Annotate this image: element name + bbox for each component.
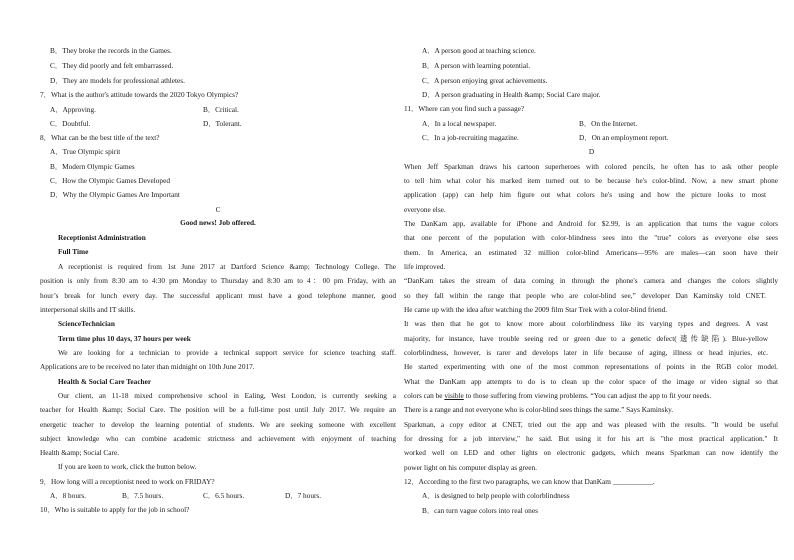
- passage-c-p2-line: Applications are to be received no later than midnight on 10th June 2017.: [40, 362, 255, 371]
- q11-option-b: B．On the Internet.: [579, 119, 638, 128]
- q9-option-c: C．6.5 hours.: [203, 491, 245, 500]
- q10-option-a: A．A person good at teaching science.: [422, 46, 536, 55]
- q10-option-d: D．A person graduating in Health &amp; Social Care major.: [422, 90, 601, 99]
- q9-option-a: A．8 hours.: [50, 491, 87, 500]
- passage-c-p1-line: interpersonal skills and IT skills.: [40, 305, 136, 314]
- passage-d-line: “DanKam takes the stream of data coming in through the phone's camera and changes the colors slightly: [404, 276, 778, 285]
- passage-d-line: colorblindness, however, is rarer and develops later in life because of aging, illness or head injuries, etc.: [404, 348, 768, 357]
- q11-stem: 11．Where can you find such a passage?: [404, 104, 525, 113]
- q10-option-b: B．A person with learning potential.: [422, 61, 531, 70]
- passage-c-letter: C: [215, 205, 221, 214]
- q8-option-b: B．Modern Olympic Games: [50, 162, 135, 171]
- passage-d-line: He started experimenting with one of the most common representations of points in the RGB color model.: [404, 362, 778, 371]
- passage-d-line-rest: to those suffering from viewing problems. “You can adjust the app to fit your needs.: [463, 391, 712, 400]
- q6-option-b: B．They broke the records in the Games.: [50, 46, 172, 55]
- q11-option-c: C．In a job-recruiting magazine.: [422, 133, 519, 142]
- passage-d-line: Sparkman, a copy editor at CNET, tried out the app and was pleased with the results. "It would be useful: [404, 420, 778, 429]
- passage-d-line: life improved.: [404, 262, 446, 271]
- passage-d-line-start: colors can be: [404, 391, 445, 400]
- q7-option-d: D．Tolerant.: [203, 119, 242, 128]
- passage-c-heading-receptionist: Receptionist Administration: [58, 233, 146, 242]
- q11-option-d: D．On an employment report.: [579, 133, 669, 142]
- q6-option-d: D．They are models for professional athletes.: [50, 76, 185, 85]
- passage-d-line: so they fall within the range that people who are color-blind see,” developer Dan Kaminsky told CNET.: [404, 291, 766, 300]
- q11-option-a: A．In a local newspaper.: [422, 119, 497, 128]
- q8-stem: 8．What can be the best title of the text?: [40, 133, 160, 142]
- q10-stem: 10．Who is suitable to apply for the job in school?: [40, 505, 190, 514]
- passage-c-p1-line: A receptionist is required from 1st June 2017 at Dartford Science &amp; Technology College. The: [58, 262, 396, 271]
- passage-d-line: There is a range and not everyone who is color-blind sees things the same.” Says Kaminsky.: [404, 405, 674, 414]
- passage-d-line: them. In America, an estimated 32 million color-blind Americans—95% are males—can soon have their: [404, 248, 778, 257]
- q12-option-b: B．can turn vague colors into real ones: [422, 506, 538, 515]
- passage-c-p1-line: hour’s break for lunch every day. The successful applicant must have a good telephone manner, good: [40, 291, 396, 300]
- passage-d-line: application (app) can help him figure out what colors he's using and how the picture looks to most: [404, 190, 766, 199]
- passage-d-line: He came up with the idea after watching the 2009 film Star Trek with a color-blind friend.: [404, 305, 668, 314]
- q9-stem: 9．How long will a receptionist need to work on FRIDAY?: [40, 477, 215, 486]
- visible-underlined-word: visible: [444, 391, 464, 400]
- q8-option-a: A．True Olympic spirit: [50, 147, 121, 156]
- passage-d-line: for dressing for a job interview," he said. But using it for his art is "the most practical application." It: [404, 434, 778, 443]
- q7-option-c: C．Doubtful.: [50, 119, 91, 128]
- passage-c-heading-health: Health & Social Care Teacher: [58, 377, 152, 386]
- passage-d-line: everyone else.: [404, 205, 446, 214]
- passage-d-line: When Jeff Sparkman draws his cartoon superheroes with colored pencils, he often has to ask other people: [404, 162, 778, 171]
- passage-d-letter: D: [588, 147, 595, 156]
- passage-c-p4: If you are keen to work, click the button below.: [58, 462, 197, 471]
- passage-d-line: worked well on LED and other lights on electronic gadgets, which means Sparkman can now identify the: [404, 448, 778, 457]
- q12-option-a: A．is designed to help people with colorblindness: [422, 491, 570, 500]
- passage-d-line-visible: [404, 391, 711, 401]
- passage-d-line: to tell him what color his marked item turned out to be because he's color-blind. Now, a new smart phone: [404, 176, 778, 185]
- q10-option-c: C．A person enjoying great achievements.: [422, 76, 548, 85]
- q7-option-b: B．Critical.: [203, 105, 239, 114]
- q8-option-d: D．Why the Olympic Games Are Important: [50, 190, 180, 199]
- q6-option-c: C．They did poorly and felt embarrassed.: [50, 61, 174, 70]
- passage-c-p3-line: subject knowledge who can combine academic strictness and achievement with enjoyment of teaching: [40, 434, 396, 443]
- passage-c-p3-line: teacher for Health &amp; Social Care. The position will be a full-time post until July 2017. We require an: [40, 405, 396, 414]
- passage-c-heading-full-time: Full Time: [58, 247, 89, 256]
- passage-c-p3-line: Our client, an 11-18 mixed comprehensive school in Ealing, West London, is currently seeking a: [58, 391, 396, 400]
- passage-c-p1-line: position is only from 8:30 am to 4:30 pm Monday to Thursday and 8:30 am to 4：00 pm Friday, with an: [40, 276, 396, 285]
- q7-stem: 7．What is the author's attitude towards the 2020 Tokyo Olympics?: [40, 90, 239, 99]
- passage-d-line: The DanKam app, available for iPhone and Android for $2.99, is an application that turns the vague colors: [404, 219, 778, 228]
- passage-c-p2-line: We are looking for a technician to provide a technical support service for science teaching staff.: [58, 348, 396, 357]
- passage-c-p3-line: energetic teacher to develop the learning potential of students. We are seeking someone with excellent: [40, 420, 396, 429]
- passage-c-heading-term: Term time plus 10 days, 37 hours per week: [58, 334, 191, 343]
- passage-d-line: It was then that he got to know more about colorblindness like its varying types and degrees. A vast: [404, 319, 768, 328]
- passage-d-line: majority, for instance, have trouble seeing red or green due to a genetic defect(遗传缺陷). Blue-yellow: [404, 334, 768, 343]
- passage-d-line: What the DanKam app attempts to do is to clean up the color space of the image or video signal so that: [404, 377, 778, 386]
- passage-c-title: Good news! Job offered.: [180, 218, 256, 227]
- passage-c-heading-technician: ScienceTechnician: [58, 319, 115, 328]
- passage-d-line: power light on his computer display as green.: [404, 463, 537, 472]
- passage-c-p3-line: Health &amp; Social Care.: [40, 448, 120, 457]
- q9-option-d: D．7 hours.: [285, 491, 322, 500]
- q12-stem: 12．According to the first two paragraphs, we can know that DanKam ___________.: [404, 477, 655, 486]
- q7-option-a: A．Approving.: [50, 105, 97, 114]
- passage-d-line: that one percent of the population with color-blindness sees into the "true" colors as everyone else sees: [404, 233, 778, 242]
- q9-option-b: B．7.5 hours.: [122, 491, 164, 500]
- q8-option-c: C．How the Olympic Games Developed: [50, 176, 170, 185]
